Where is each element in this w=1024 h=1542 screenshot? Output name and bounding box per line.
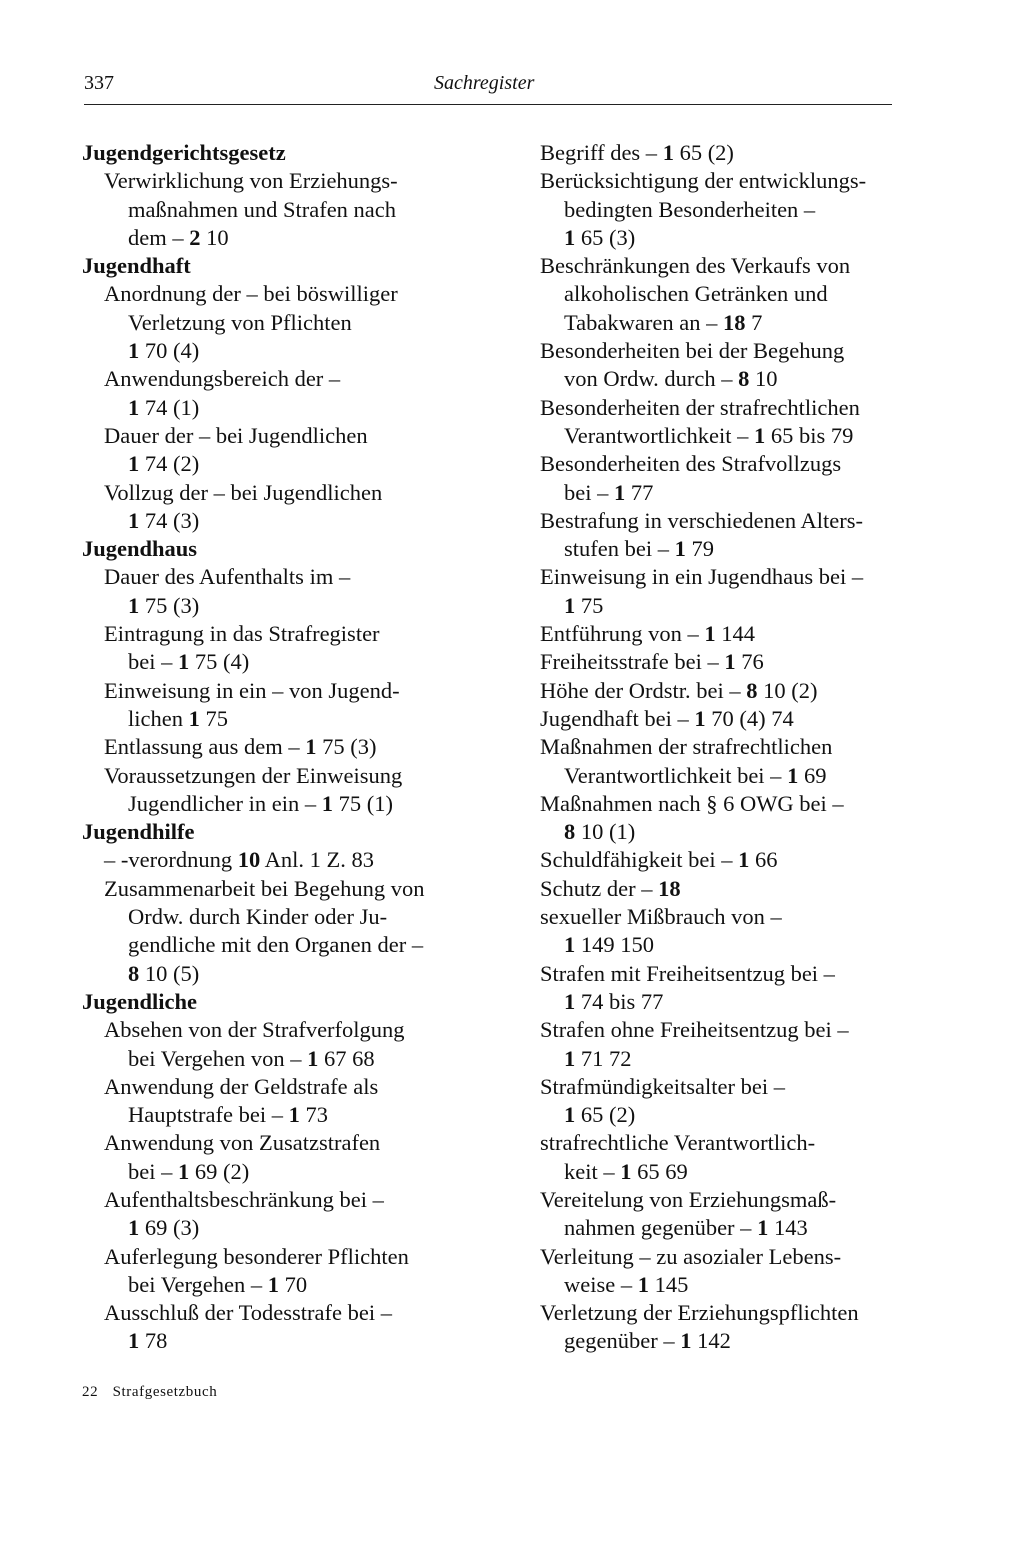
entry-text: Auferlegung besonderer Pflichten	[104, 1243, 409, 1269]
reference-number: 1	[564, 1102, 576, 1128]
reference-number: 1	[288, 1102, 300, 1128]
index-entry	[540, 224, 892, 252]
index-entry	[82, 648, 458, 676]
reference-number: 1	[128, 451, 140, 477]
entry-text: 65 (2)	[575, 1102, 636, 1128]
entry-text: 145	[648, 1271, 689, 1297]
index-entry	[82, 337, 458, 365]
entry-text: 69 (2)	[189, 1158, 250, 1184]
entry-text: 65 (3)	[575, 224, 636, 250]
index-entry	[82, 167, 458, 195]
entry-text: bei Vergehen von –	[128, 1045, 308, 1071]
entry-text: Verantwortlichkeit bei –	[564, 762, 788, 788]
entry-text: 66	[749, 847, 778, 873]
entry-text: 73	[299, 1102, 328, 1128]
reference-number: 1	[680, 1328, 692, 1354]
entry-text: Anl. 1 Z. 83	[260, 847, 374, 873]
reference-number: 1	[694, 705, 706, 731]
entry-text: Strafen mit Freiheitsentzug bei –	[540, 960, 835, 986]
entry-text: Entlassung aus dem –	[104, 734, 306, 760]
index-heading	[82, 535, 458, 563]
index-entry	[540, 931, 892, 959]
index-entry	[540, 1073, 892, 1101]
entry-text: sexueller Mißbrauch von –	[540, 904, 782, 930]
index-entry	[540, 592, 892, 620]
index-entry	[540, 563, 892, 591]
reference-number: 1	[178, 649, 190, 675]
reference-number: 1	[787, 762, 799, 788]
index-entry	[82, 931, 458, 959]
reference-number: Jugendhaft	[82, 253, 191, 279]
reference-number: 1	[128, 338, 140, 364]
entry-text: Verantwortlichkeit –	[564, 422, 754, 448]
entry-text: 142	[691, 1328, 731, 1354]
reference-number: Jugendhilfe	[82, 819, 195, 845]
reference-number: 1	[188, 705, 200, 731]
entry-text: von Ordw. durch –	[564, 366, 739, 392]
entry-text: Besonderheiten bei der Begehung	[540, 338, 845, 364]
entry-text: 74 (3)	[139, 507, 200, 533]
entry-text: 69	[798, 762, 827, 788]
reference-number: 1	[724, 649, 736, 675]
index-heading	[82, 252, 458, 280]
reference-number: 1	[321, 790, 333, 816]
index-entry	[540, 988, 892, 1016]
entry-text: weise –	[564, 1271, 638, 1297]
entry-text: 75 (3)	[316, 734, 377, 760]
index-entry	[82, 960, 458, 988]
index-entry	[540, 733, 892, 761]
entry-text: nahmen gegenüber –	[564, 1215, 758, 1241]
entry-text: 10	[749, 366, 778, 392]
index-entry	[540, 846, 892, 874]
entry-text: 78	[139, 1328, 168, 1354]
index-column-right	[540, 139, 892, 1356]
index-entry	[540, 875, 892, 903]
index-entry	[540, 903, 892, 931]
entry-text: dem –	[128, 224, 190, 250]
signature-number: 22	[82, 1384, 99, 1400]
entry-text: 74 (1)	[139, 394, 200, 420]
index-entry	[540, 167, 892, 195]
entry-text: Anwendung von Zusatzstrafen	[104, 1130, 381, 1156]
reference-number: Jugendgerichtsgesetz	[82, 140, 286, 165]
index-entry	[82, 309, 458, 337]
entry-text: Beschränkungen des Verkaufs von	[540, 253, 851, 279]
index-entry	[82, 1214, 458, 1242]
index-column-left	[82, 139, 458, 1356]
index-entry	[82, 224, 458, 252]
entry-text: Besonderheiten der strafrechtlichen	[540, 394, 860, 420]
entry-text: bedingten Besonderheiten –	[564, 196, 816, 222]
entry-text: Verwirklichung von Erziehungs-	[104, 168, 398, 194]
entry-text: 149 150	[575, 932, 654, 958]
index-entry	[82, 1045, 458, 1073]
index-entry	[540, 309, 892, 337]
entry-text: Dauer des Aufenthalts im –	[104, 564, 351, 590]
index-entry	[82, 479, 458, 507]
entry-text: Besonderheiten des Strafvollzugs	[540, 451, 842, 477]
reference-number: 1	[564, 1045, 576, 1071]
entry-text: 65 69	[631, 1158, 688, 1184]
index-entry	[82, 1271, 458, 1299]
reference-number: 10	[237, 847, 261, 873]
entry-text: Verleitung – zu asozialer Lebens-	[540, 1243, 842, 1269]
reference-number: 18	[658, 875, 681, 901]
entry-text: 7	[745, 309, 763, 335]
entry-text: 74 bis 77	[575, 988, 664, 1014]
entry-text: Begriff des –	[540, 140, 663, 165]
index-entry	[540, 1299, 892, 1327]
entry-text: 67 68	[318, 1045, 375, 1071]
entry-text: Verletzung von Pflichten	[128, 309, 352, 335]
entry-text: Absehen von der Strafverfolgung	[104, 1017, 405, 1043]
entry-text: Anwendung der Geldstrafe als	[104, 1073, 379, 1099]
entry-text: 79	[685, 536, 714, 562]
index-entry	[82, 196, 458, 224]
entry-text: Zusammenarbeit bei Begehung von	[104, 875, 425, 901]
index-entry	[82, 733, 458, 761]
entry-text: maßnahmen und Strafen nach	[128, 196, 397, 222]
entry-text: 75 (3)	[139, 592, 200, 618]
index-entry	[82, 592, 458, 620]
index-entry	[540, 705, 892, 733]
index-entry	[540, 394, 892, 422]
entry-text: 75	[199, 705, 228, 731]
index-heading	[82, 988, 458, 1016]
entry-text: 76	[735, 649, 764, 675]
index-entry	[82, 1129, 458, 1157]
index-entry	[82, 1016, 458, 1044]
index-entry	[82, 1073, 458, 1101]
reference-number: 1	[564, 592, 576, 618]
index-entry	[82, 563, 458, 591]
reference-number: 1	[128, 1328, 140, 1354]
index-entry	[540, 1243, 892, 1271]
index-entry	[540, 280, 892, 308]
index-entry	[82, 422, 458, 450]
entry-text: 10 (2)	[757, 677, 818, 703]
entry-text: keit –	[564, 1158, 621, 1184]
entry-text: Strafen ohne Freiheitsentzug bei –	[540, 1017, 849, 1043]
entry-text: 75 (4)	[189, 649, 250, 675]
index-entry	[540, 648, 892, 676]
reference-number: 1	[614, 479, 626, 505]
index-entry	[540, 677, 892, 705]
index-entry	[540, 1016, 892, 1044]
reference-number: 1	[267, 1271, 280, 1297]
index-entry	[540, 1271, 892, 1299]
reference-number: 1	[178, 1158, 190, 1184]
index-entry	[540, 1101, 892, 1129]
index-entry	[82, 903, 458, 931]
entry-text: Jugendlicher in ein –	[128, 790, 322, 816]
entry-text: 10 (1)	[575, 819, 636, 845]
entry-text: strafrechtliche Verantwortlich-	[540, 1130, 816, 1156]
entry-text: Berücksichtigung der entwicklungs-	[540, 168, 867, 194]
index-entry	[82, 846, 458, 874]
index-entry	[540, 450, 892, 478]
entry-text: alkoholischen Getränken und	[564, 281, 828, 307]
entry-text: 70 (4)	[139, 338, 200, 364]
entry-text: bei –	[564, 479, 614, 505]
reference-number: 1	[704, 621, 716, 647]
reference-number: 8	[738, 366, 750, 392]
entry-text: 69 (3)	[139, 1215, 200, 1241]
reference-number: 1	[564, 932, 576, 958]
entry-text: 75	[575, 592, 604, 618]
index-entry	[82, 1299, 458, 1327]
entry-text: Verletzung der Erziehungspflichten	[540, 1300, 859, 1326]
page-number: 337	[84, 72, 114, 94]
index-entry	[82, 394, 458, 422]
index-entry	[82, 620, 458, 648]
entry-text: Ordw. durch Kinder oder Ju-	[128, 904, 388, 930]
index-entry	[540, 479, 892, 507]
entry-text: Entführung von –	[540, 621, 705, 647]
entry-text: Eintragung in das Strafregister	[104, 621, 380, 647]
entry-text: 74 (2)	[139, 451, 200, 477]
index-entry	[82, 1327, 458, 1355]
entry-text: Hauptstrafe bei –	[128, 1102, 289, 1128]
index-entry	[540, 139, 892, 167]
entry-text: 71 72	[575, 1045, 632, 1071]
entry-text: Schuldfähigkeit bei –	[540, 847, 739, 873]
index-entry	[540, 252, 892, 280]
reference-number: 8	[564, 819, 576, 845]
index-entry	[82, 790, 458, 818]
entry-text: 70 (4) 74	[705, 705, 794, 731]
index-entry	[82, 1158, 458, 1186]
entry-text: Maßnahmen der strafrechtlichen	[540, 734, 833, 760]
index-entry	[82, 450, 458, 478]
running-title: Sachregister	[434, 72, 535, 94]
index-entry	[540, 620, 892, 648]
entry-text: 70	[279, 1271, 308, 1297]
index-entry	[540, 1214, 892, 1242]
entry-text: bei –	[128, 649, 178, 675]
entry-text: gendliche mit den Organen der –	[128, 932, 424, 958]
reference-number: 8	[128, 960, 140, 986]
entry-text: bei –	[128, 1158, 178, 1184]
index-entry	[82, 677, 458, 705]
signature-title: Strafgesetzbuch	[112, 1384, 218, 1400]
reference-number: 18	[722, 309, 746, 335]
reference-number: 1	[128, 394, 140, 420]
index-entry	[82, 1101, 458, 1129]
entry-text: bei Vergehen –	[128, 1271, 268, 1297]
entry-text: stufen bei –	[564, 536, 675, 562]
entry-text: Schutz der –	[540, 875, 659, 901]
index-entry	[540, 1129, 892, 1157]
entry-text: Vereitelung von Erziehungsmaß-	[540, 1186, 837, 1212]
entry-text: Strafmündigkeitsalter bei –	[540, 1073, 785, 1099]
entry-text: Anordnung der – bei böswilliger	[104, 281, 398, 307]
entry-text: Freiheitsstrafe bei –	[540, 649, 725, 675]
reference-number: 1	[637, 1271, 649, 1297]
reference-number: 1	[757, 1215, 769, 1241]
entry-text: gegenüber –	[564, 1328, 681, 1354]
entry-text: Einweisung in ein – von Jugend-	[104, 677, 400, 703]
entry-text: Höhe der Ordstr. bei –	[540, 677, 747, 703]
index-entry	[540, 507, 892, 535]
index-entry	[82, 1186, 458, 1214]
index-entry	[540, 1327, 892, 1355]
index-entry	[82, 875, 458, 903]
index-entry	[540, 535, 892, 563]
reference-number: 1	[305, 734, 317, 760]
index-heading	[82, 139, 458, 167]
reference-number: 1	[662, 140, 674, 165]
reference-number: Jugendliche	[82, 988, 198, 1014]
index-entry	[540, 337, 892, 365]
index-entry	[540, 1186, 892, 1214]
reference-number: Jugendhaus	[82, 536, 198, 562]
reference-number: 1	[307, 1045, 319, 1071]
entry-text: Aufenthaltsbeschränkung bei –	[104, 1186, 384, 1212]
reference-number: 1	[753, 422, 766, 448]
reference-number: 1	[620, 1158, 632, 1184]
entry-text: 143	[768, 1215, 808, 1241]
index-entry	[540, 365, 892, 393]
entry-text: Vollzug der – bei Jugendlichen	[104, 479, 383, 505]
index-entry	[540, 762, 892, 790]
index-entry	[540, 790, 892, 818]
reference-number: 1	[738, 847, 750, 873]
entry-text: Tabakwaren an –	[564, 309, 723, 335]
entry-text: Anwendungsbereich der –	[104, 366, 341, 392]
entry-text: 144	[715, 621, 755, 647]
index-entry	[82, 762, 458, 790]
index-entry	[540, 1045, 892, 1073]
entry-text: Voraussetzungen der Einweisung	[104, 762, 403, 788]
index-entry	[82, 1243, 458, 1271]
index-heading	[82, 818, 458, 846]
entry-text: 65 (2)	[673, 140, 734, 165]
index-entry	[82, 705, 458, 733]
reference-number: 1	[564, 988, 576, 1014]
index-entry	[540, 1158, 892, 1186]
index-entry	[540, 818, 892, 846]
index-entry	[540, 960, 892, 988]
page-header	[84, 72, 892, 105]
entry-text: – -verordnung	[104, 847, 238, 873]
entry-text: 75 (1)	[332, 790, 393, 816]
entry-text: Jugendhaft bei –	[540, 705, 695, 731]
index-entry	[82, 507, 458, 535]
entry-text: Dauer der – bei Jugendlichen	[104, 422, 368, 448]
entry-text: Maßnahmen nach § 6 OWG bei –	[540, 790, 844, 816]
reference-number: 1	[674, 536, 686, 562]
reference-number: 1	[128, 1215, 140, 1241]
entry-text: 10	[200, 224, 229, 250]
entry-text: Ausschluß der Todesstrafe bei –	[104, 1300, 392, 1326]
index-entry	[82, 365, 458, 393]
index-entry	[540, 196, 892, 224]
entry-text: Bestrafung in verschiedenen Alters-	[540, 507, 864, 533]
index-entry	[82, 280, 458, 308]
reference-number: 1	[564, 224, 576, 250]
reference-number: 8	[746, 677, 758, 703]
reference-number: 2	[189, 224, 201, 250]
index-entry	[540, 422, 892, 450]
sheet-signature	[82, 1384, 217, 1401]
entry-text: 10 (5)	[139, 960, 200, 986]
entry-text: lichen	[128, 705, 189, 731]
reference-number: 1	[128, 507, 140, 533]
entry-text: 77	[625, 479, 654, 505]
entry-text: 65 bis 79	[765, 422, 854, 448]
entry-text: Einweisung in ein Jugendhaus bei –	[540, 564, 864, 590]
reference-number: 1	[128, 592, 140, 618]
